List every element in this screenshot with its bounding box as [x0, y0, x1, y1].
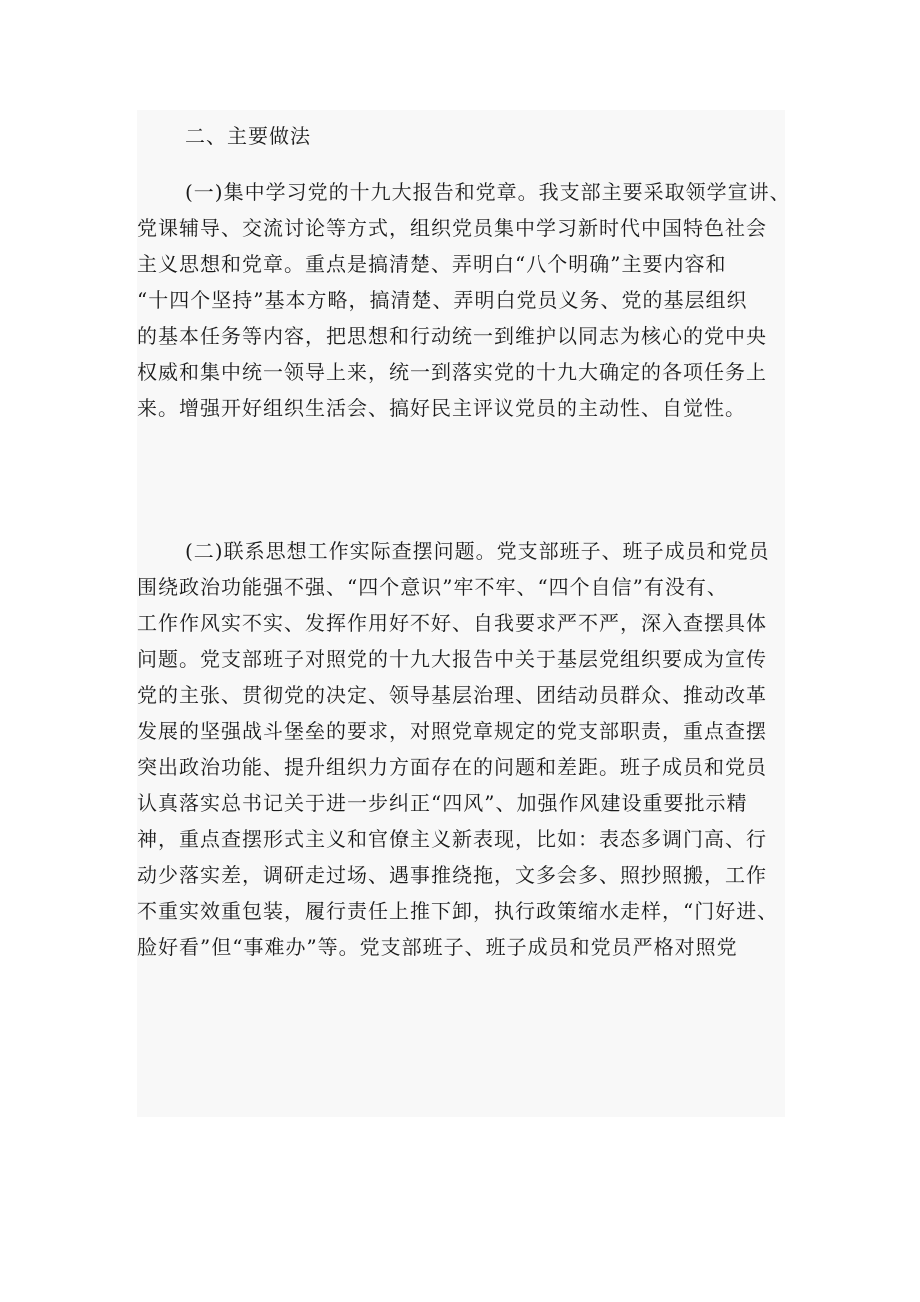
text-line: 围绕政治功能强不强、“四个意识”牢不牢、“四个自信”有没有、 [137, 575, 728, 599]
text-line: 权威和集中统一领导上来，统一到落实党的十九大确定的各项任务上 [137, 360, 767, 384]
text-line: 的基本任务等内容，把思想和行动统一到维护以同志为核心的党中央 [137, 324, 767, 348]
text-line: 发展的坚强战斗堡垒的要求，对照党章规定的党支部职责，重点查摆 [137, 719, 767, 743]
text-line: 动少落实差，调研走过场、遇事推绕拖，文多会多、照抄照搬，工作 [137, 863, 767, 887]
text-line: 主义思想和党章。重点是搞清楚、弄明白“八个明确”主要内容和 [137, 252, 727, 276]
text-line: 认真落实总书记关于进一步纠正“四风”、加强作风建设重要批示精 [137, 791, 748, 815]
text-line: 来。增强开好组织生活会、搞好民主评议党员的主动性、自觉性。 [137, 396, 746, 420]
text-line: 神，重点查摆形式主义和官僚主义新表现，比如：表态多调门高、行 [137, 827, 767, 851]
text-line: 工作作风实不实、发挥作用好不好、自我要求严不严，深入查摆具体 [137, 611, 767, 635]
text-line: 党课辅导、交流讨论等方式，组织党员集中学习新时代中国特色社会 [137, 216, 767, 240]
text-line: “十四个坚持”基本方略，搞清楚、弄明白党员义务、党的基层组织 [137, 288, 748, 312]
text-line: 突出政治功能、提升组织力方面存在的问题和差距。班子成员和党员 [137, 755, 767, 779]
text-line: 脸好看”但“事难办”等。党支部班子、班子成员和党员严格对照党 [137, 935, 738, 959]
text-line: (一)集中学习党的十九大报告和党章。我支部主要采取领学宣讲、 [185, 180, 791, 204]
text-line: 党的主张、贯彻党的决定、领导基层治理、团结动员群众、推动改革 [137, 683, 767, 707]
text-line: 不重实效重包装，履行责任上推下卸，执行政策缩水走样，“门好进、 [137, 899, 779, 923]
paragraph-1 [137, 174, 791, 426]
paragraph-2 [137, 533, 785, 965]
document-page [137, 110, 791, 1117]
section-heading: 二、主要做法 [185, 124, 311, 148]
text-line: (二)联系思想工作实际查摆问题。党支部班子、班子成员和党员 [185, 539, 770, 563]
text-line: 问题。党支部班子对照党的十九大报告中关于基层党组织要成为宣传 [137, 647, 767, 671]
